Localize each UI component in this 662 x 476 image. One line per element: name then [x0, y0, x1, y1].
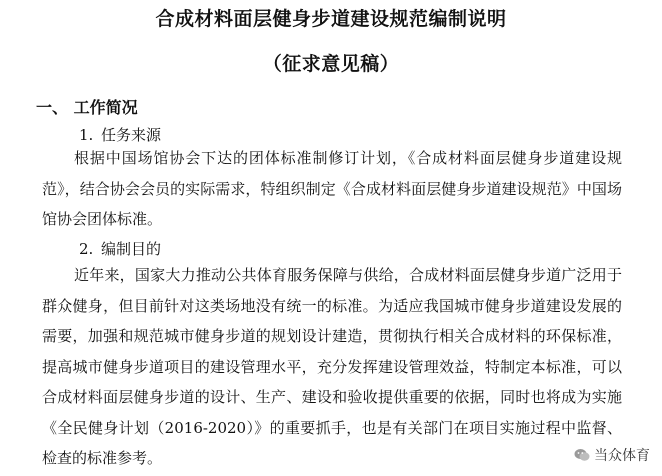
document-subtitle: （征求意见稿）	[262, 53, 400, 75]
section-heading: 一、 工作简况	[36, 98, 138, 117]
wechat-bubble-icon	[574, 448, 590, 462]
sub-heading-purpose	[79, 238, 161, 260]
sub-heading-label: 任务来源	[101, 126, 162, 144]
paragraph-purpose: 近年来，国家大力推动公共体育服务保障与供给，合成材料面层健身步道广泛用于群众健身，但目前针对这类场地没有统一的标准。为适应我国城市健身步道建设发展的需要，加强和规范城市健身步道的规划设计建造，贯彻执行相关合成材料的环保标准，提高城市健身步道项目的建设管理水平，充分发挥建设管理效益，特制定本标准，可以合成材料面层健身步道的设计、生产、建设和验收提供重要的依据，同时也将成为实施《全民健身计划（2016-2020）》的重要抓手，也是有关部门在项目实施过程中监督、检查的标准参考。	[42, 266, 622, 467]
watermark-text: 当众体育	[594, 448, 650, 464]
paragraph-task-source: 根据中国场馆协会下达的团体标准制修订计划，《合成材料面层健身步道建设规范》，结合协会会员的实际需求，特组织制定《合成材料面层健身步道建设规范》中国场馆协会团体标准。	[42, 149, 622, 228]
document-title: 合成材料面层健身步道建设规范编制说明	[155, 8, 507, 30]
sub-heading-number: 2.	[79, 240, 94, 258]
sub-heading-label: 编制目的	[101, 240, 162, 258]
sub-heading-number: 1.	[79, 126, 94, 144]
watermark	[570, 444, 654, 466]
